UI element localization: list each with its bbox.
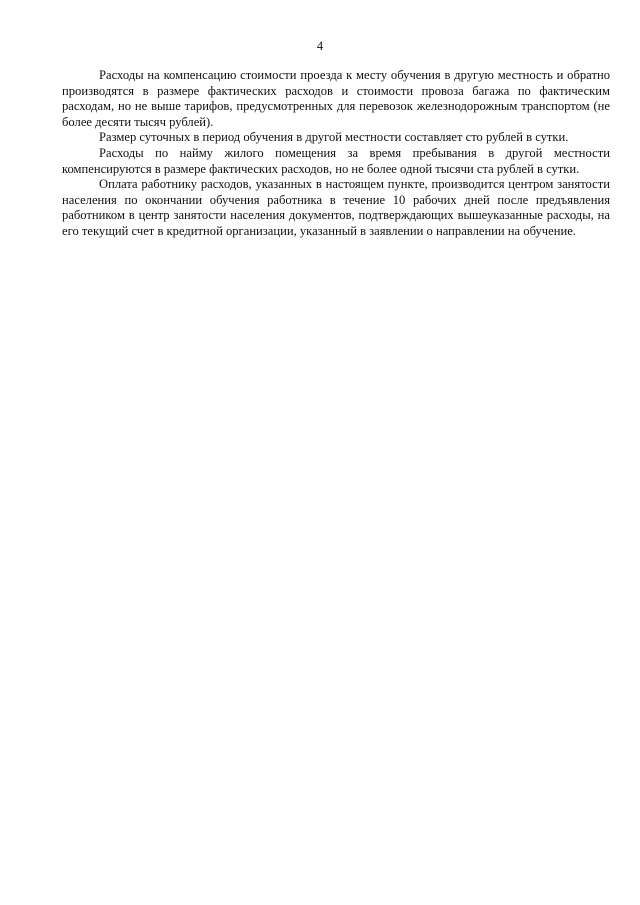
page-number: 4 bbox=[316, 39, 324, 53]
document-body bbox=[62, 68, 610, 240]
paragraph-housing-expenses: Расходы по найму жилого помещения за время пребывания в другой местности компенсируются в размере фактических расходов, но не более одной тысячи ста рублей в сутки. bbox=[62, 145, 610, 176]
paragraph-travel-expenses: Расходы на компенсацию стоимости проезда к месту обучения в другую местность и обратно производятся в размере фактических расходов и стоимости провоза багажа по фактическим расходам, но не выше тарифов, предусмотренных для перевозок железнодорожным транспортом (не более десяти тысяч рублей). bbox=[62, 68, 610, 129]
paragraph-payment-procedure: Оплата работнику расходов, указанных в настоящем пункте, производится центром занятости населения по окончании обучения работника в течение 10 рабочих дней после предъявления работником в центр занятости населения документов, подтверждающих вышеуказанные расходы, на его текущий счет в кредитной организации, указанный в заявлении о направлении на обучение. bbox=[62, 177, 610, 238]
paragraph-daily-allowance: Размер суточных в период обучения в другой местности составляет сто рублей в сутки. bbox=[99, 130, 569, 145]
